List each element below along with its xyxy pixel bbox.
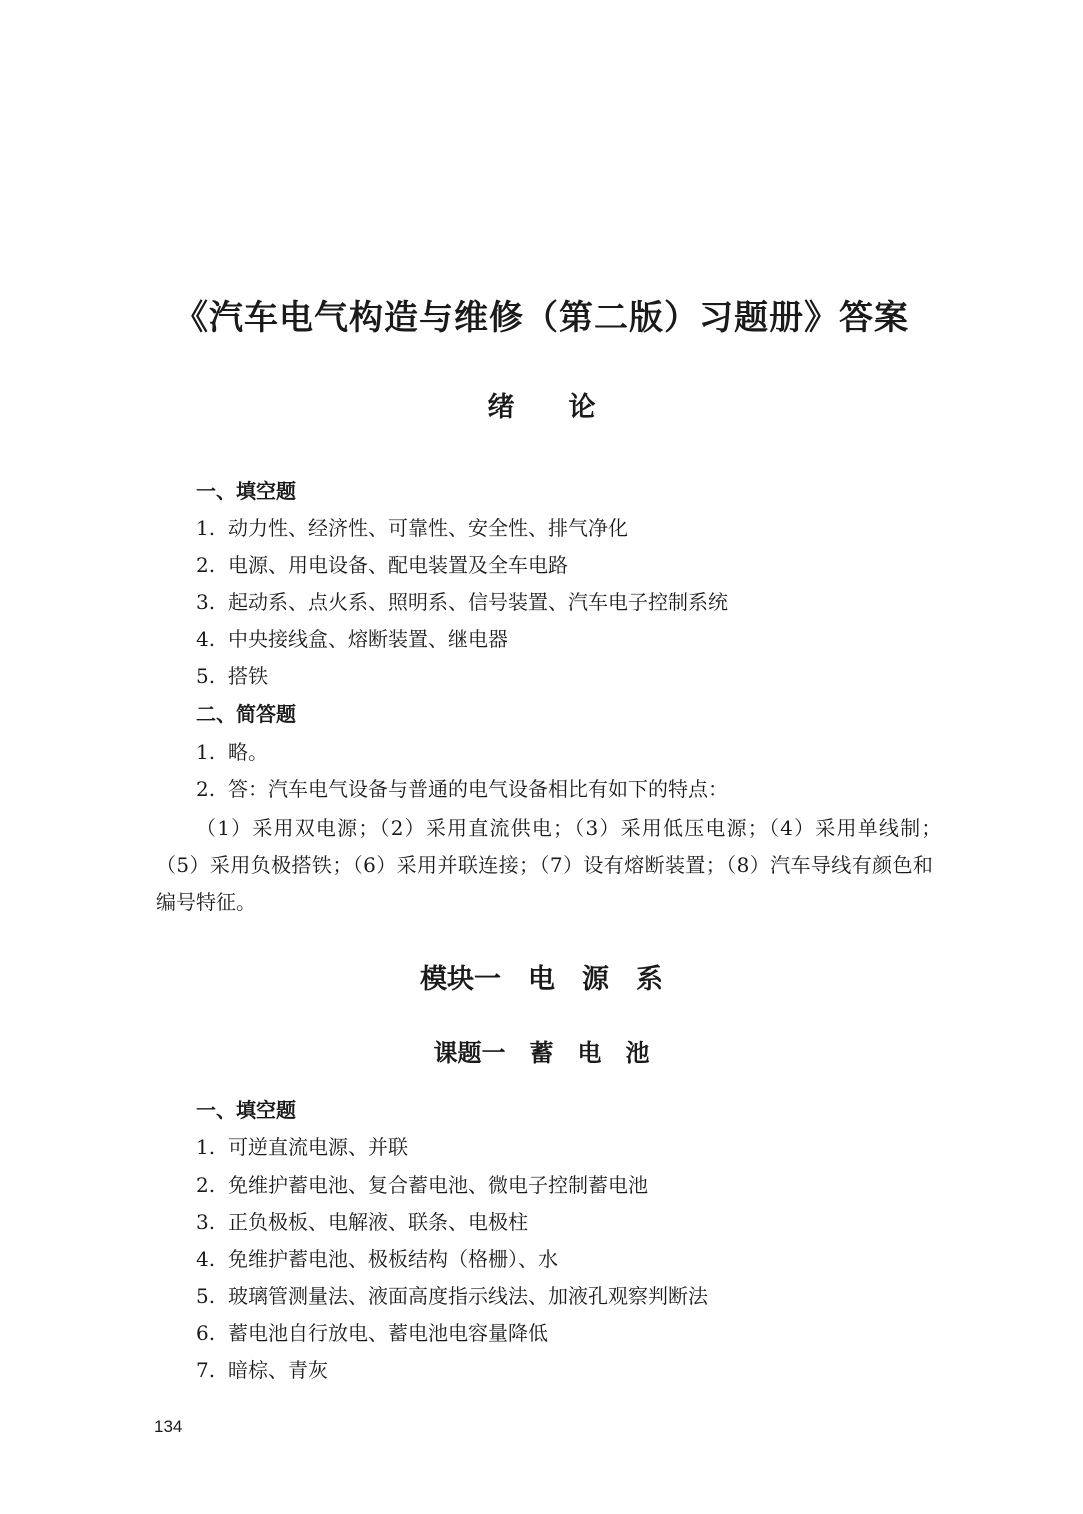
list-item: 2. 答：汽车电气设备与普通的电气设备相比有如下的特点： — [196, 777, 728, 801]
answer-paragraph-line: （5）采用负极搭铁；（6）采用并联连接；（7）设有熔断装置；（8）汽车导线有颜色和 — [156, 853, 934, 877]
list-item: 2. 电源、用电设备、配电装置及全车电路 — [196, 553, 568, 577]
list-item: 4. 免维护蓄电池、极板结构（格栅）、水 — [196, 1247, 558, 1271]
list-item: 1. 动力性、经济性、可靠性、安全性、排气净化 — [196, 516, 628, 540]
list-item: 3. 起动系、点火系、照明系、信号装置、汽车电子控制系统 — [196, 590, 728, 614]
intro-title: 绪 论 — [487, 392, 596, 423]
list-item: 5. 玻璃管测量法、液面高度指示线法、加液孔观察判断法 — [196, 1284, 708, 1308]
list-item: 1. 略。 — [196, 740, 268, 764]
list-item: 6. 蓄电池自行放电、蓄电池电容量降低 — [196, 1321, 548, 1345]
list-item: 1. 可逆直流电源、并联 — [196, 1135, 408, 1159]
module-title: 模块一 电 源 系 — [420, 964, 663, 995]
answer-paragraph-line: 编号特征。 — [156, 890, 256, 914]
list-item: 4. 中央接线盒、熔断装置、继电器 — [196, 627, 508, 651]
list-item: 7. 暗棕、青灰 — [196, 1358, 328, 1382]
list-item: 5. 搭铁 — [196, 664, 268, 688]
intro-short-answer-heading: 二、简答题 — [196, 702, 296, 726]
list-item: 3. 正负极板、电解液、联条、电极柱 — [196, 1210, 528, 1234]
lesson-fill-blank-heading: 一、填空题 — [196, 1098, 296, 1122]
intro-fill-blank-heading: 一、填空题 — [196, 479, 296, 503]
answer-paragraph-line: （1）采用双电源；（2）采用直流供电；（3）采用低压电源；（4）采用单线制； — [196, 816, 943, 840]
page-number: 134 — [154, 1417, 183, 1436]
lesson-title: 课题一 蓄 电 池 — [433, 1038, 650, 1067]
list-item: 2. 免维护蓄电池、复合蓄电池、微电子控制蓄电池 — [196, 1173, 648, 1197]
main-title: 《汽车电气构造与维修（第二版）习题册》答案 — [174, 298, 909, 338]
